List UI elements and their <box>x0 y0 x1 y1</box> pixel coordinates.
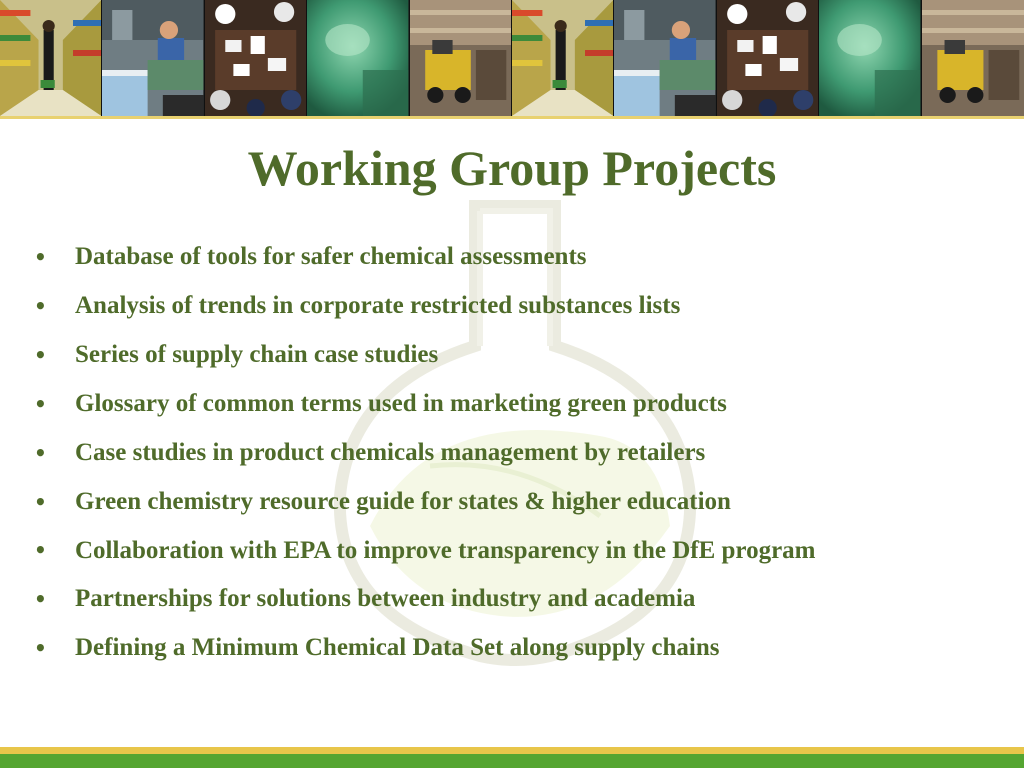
bullet-item <box>30 334 1005 376</box>
bullet-dot-icon: • <box>34 636 47 660</box>
forklift-warehouse-photo <box>922 0 1024 116</box>
bullet-list <box>30 236 1005 676</box>
forklift-warehouse-photo <box>410 0 512 116</box>
bullet-dot-icon: • <box>34 490 47 514</box>
bullet-text: Glossary of common terms used in marketing green products <box>75 390 727 417</box>
bullet-text: Analysis of trends in corporate restricted substances lists <box>75 292 681 319</box>
green-abstract-photo <box>819 0 921 116</box>
bullet-dot-icon: • <box>34 587 47 611</box>
bullet-dot-icon: • <box>34 441 47 465</box>
bullet-dot-icon: • <box>34 392 47 416</box>
warehouse-worker-photo <box>102 0 204 116</box>
warehouse-worker-photo <box>614 0 716 116</box>
banner-divider <box>0 116 1024 119</box>
bullet-item <box>30 578 1005 620</box>
bullet-item <box>30 236 1005 278</box>
bullet-item <box>30 285 1005 327</box>
slide-title: Working Group Projects <box>247 140 777 196</box>
meeting-table-photo <box>717 0 819 116</box>
meeting-table-photo <box>205 0 307 116</box>
bullet-dot-icon: • <box>34 245 47 269</box>
bullet-dot-icon: • <box>34 294 47 318</box>
bullet-item <box>30 627 1005 669</box>
bullet-item <box>30 481 1005 523</box>
bullet-text: Partnerships for solutions between industry and academia <box>75 585 696 612</box>
bullet-dot-icon: • <box>34 343 47 367</box>
bullet-text: Defining a Minimum Chemical Data Set along supply chains <box>75 634 720 661</box>
bullet-text: Collaboration with EPA to improve transparency in the DfE program <box>75 537 816 564</box>
green-abstract-photo <box>307 0 409 116</box>
bullet-item <box>30 383 1005 425</box>
photo-banner <box>0 0 1024 116</box>
store-aisle-photo <box>0 0 102 116</box>
bullet-dot-icon: • <box>34 538 47 562</box>
bullet-item <box>30 432 1005 474</box>
store-aisle-photo <box>512 0 614 116</box>
bullet-text: Series of supply chain case studies <box>75 341 439 368</box>
footer-gold-band <box>0 747 1024 754</box>
bullet-text: Green chemistry resource guide for states & higher education <box>75 488 731 515</box>
bullet-text: Database of tools for safer chemical assessments <box>75 243 587 270</box>
footer-green-band <box>0 754 1024 768</box>
bullet-text: Case studies in product chemicals management by retailers <box>75 439 706 466</box>
bullet-item <box>30 530 1005 571</box>
